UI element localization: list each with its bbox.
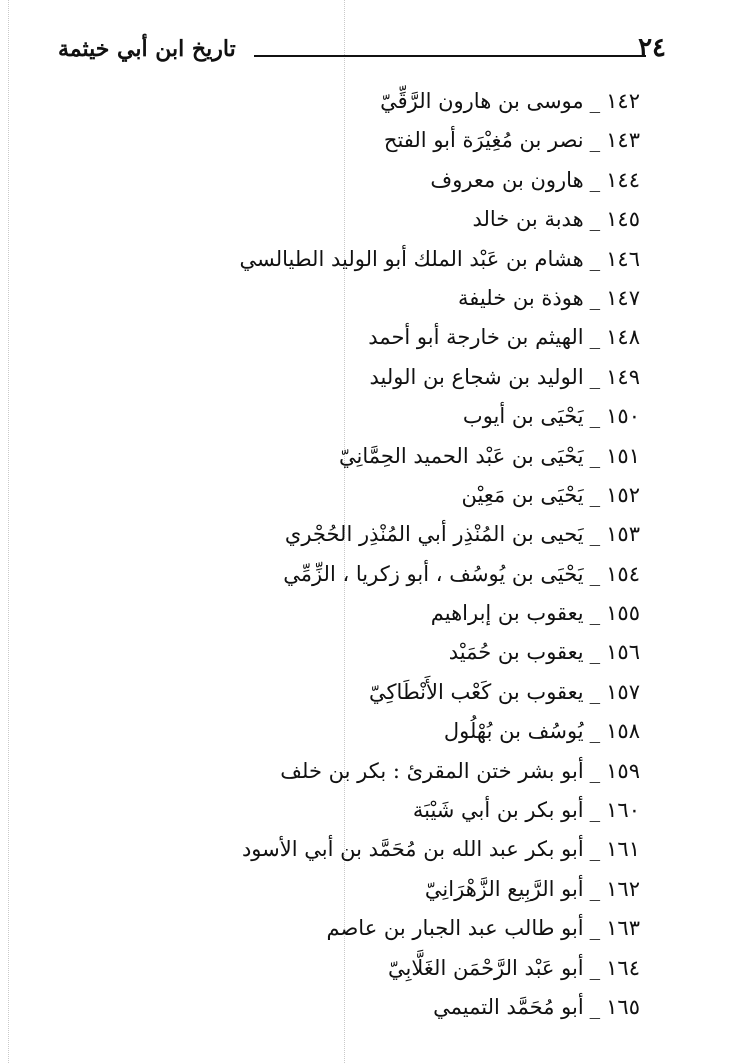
entry-name: يعقوب بن حُمَيْد — [448, 640, 584, 665]
entry-dash: _ — [589, 482, 601, 507]
entry-number: ١٥٤ — [606, 561, 640, 586]
entry-dash: _ — [589, 837, 601, 862]
entry-dash: _ — [589, 167, 601, 192]
entry-name: يعقوب بن كَعْب الأَنْطَاكِيّ — [369, 679, 584, 704]
entry-dash: _ — [589, 404, 601, 429]
entry-number: ١٤٥ — [606, 207, 640, 232]
entry-name: هوذة بن خليفة — [458, 285, 584, 310]
entry-dash: _ — [589, 522, 601, 547]
list-item — [80, 712, 640, 751]
entry-number: ١٦١ — [606, 837, 640, 862]
entry-dash: _ — [589, 916, 601, 941]
entry-name: يَحيى بن المُنْذِر أبي المُنْذِر الحُجْري — [284, 522, 584, 547]
entry-dash: _ — [589, 994, 601, 1019]
entry-number: ١٥٩ — [606, 758, 640, 783]
entry-dash: _ — [589, 246, 601, 271]
list-item — [80, 121, 640, 160]
entry-dash: _ — [589, 285, 601, 310]
list-item — [80, 988, 640, 1027]
entry-number: ١٤٧ — [606, 285, 640, 310]
entry-name: الوليد بن شجاع بن الوليد — [369, 364, 584, 389]
entry-name: أبو بكر عبد الله بن مُحَمَّد بن أبي الأسود — [241, 837, 584, 862]
entry-name: أبو بشر ختن المقرئ : بكر بن خلف — [280, 758, 584, 783]
entry-dash: _ — [589, 207, 601, 232]
entry-name: يُوسُف بن بُهْلُول — [443, 719, 584, 744]
entry-dash: _ — [589, 798, 601, 823]
list-item — [80, 633, 640, 672]
entry-name: أبو مُحَمَّد التميمي — [433, 994, 584, 1019]
header-rule — [254, 55, 646, 57]
entry-dash: _ — [589, 719, 601, 744]
entry-number: ١٥٦ — [606, 640, 640, 665]
entry-number: ١٦٤ — [606, 955, 640, 980]
entry-dash: _ — [589, 640, 601, 665]
entry-number: ١٤٨ — [606, 325, 640, 350]
entry-number: ١٤٣ — [606, 128, 640, 153]
entry-name: نصر بن مُغِيْرَة أبو الفتح — [383, 128, 584, 153]
entry-dash: _ — [589, 955, 601, 980]
entry-number: ١٤٢ — [606, 89, 640, 113]
entry-name: أبو بكر بن أبي شَيْبَة — [412, 798, 584, 823]
entry-dash: _ — [589, 89, 601, 113]
entry-dash: _ — [589, 443, 601, 468]
entry-number: ١٥٨ — [606, 719, 640, 744]
entry-number: ١٦٠ — [606, 798, 640, 823]
list-item — [80, 161, 640, 200]
entry-number: ١٦٥ — [606, 994, 640, 1019]
entry-name: يَحْيَى بن أيوب — [462, 404, 584, 429]
entry-name: هشام بن عَبْد الملك أبو الوليد الطيالسي — [239, 246, 584, 271]
list-item — [80, 594, 640, 633]
entry-dash: _ — [589, 128, 601, 153]
entry-name: أبو طالب عبد الجبار بن عاصم — [326, 916, 584, 941]
entry-name: الهيثم بن خارجة أبو أحمد — [368, 325, 584, 350]
list-item — [80, 555, 640, 594]
list-item — [80, 318, 640, 357]
list-item — [80, 437, 640, 476]
entry-name: موسى بن هارون الرَّقِّيّ — [380, 89, 584, 113]
entry-number: ١٦٢ — [606, 876, 640, 901]
entry-name: يَحْيَى بن مَعِيْن — [461, 482, 584, 507]
page-number: ٢٤ — [638, 33, 666, 63]
list-item — [80, 476, 640, 515]
entry-name: أبو الرَّبِيع الزَّهْرَانِيّ — [424, 876, 584, 901]
entry-number: ١٤٤ — [606, 167, 640, 192]
entry-dash: _ — [589, 601, 601, 626]
entry-name: هارون بن معروف — [430, 167, 584, 192]
entry-dash: _ — [589, 364, 601, 389]
entry-name: يَحْيَى بن عَبْد الحميد الحِمَّانِيّ — [339, 443, 584, 468]
entry-number: ١٥٣ — [606, 522, 640, 547]
list-item — [80, 870, 640, 909]
list-item — [80, 949, 640, 988]
page-header — [58, 30, 666, 70]
entry-dash: _ — [589, 758, 601, 783]
entry-dash: _ — [589, 561, 601, 586]
list-item — [80, 200, 640, 239]
list-item — [80, 279, 640, 318]
entry-number: ١٤٦ — [606, 246, 640, 271]
entry-number: ١٥٠ — [606, 404, 640, 429]
list-item — [80, 358, 640, 397]
list-item — [80, 397, 640, 436]
entry-name: يعقوب بن إبراهيم — [430, 601, 584, 626]
list-item — [80, 909, 640, 948]
entry-name: أبو عَبْد الرَّحْمَن الغَلَّابِيّ — [388, 955, 584, 980]
list-item — [80, 515, 640, 554]
list-item — [80, 240, 640, 279]
entry-number: ١٥١ — [606, 443, 640, 468]
entry-number: ١٥٢ — [606, 482, 640, 507]
entry-name: يَحْيَى بن يُوسُف ، أبو زكريا ، الزِّمِّي — [283, 561, 584, 586]
entry-number: ١٥٧ — [606, 679, 640, 704]
list-item — [80, 791, 640, 830]
entry-list — [80, 82, 640, 1027]
list-item — [80, 752, 640, 791]
list-item — [80, 82, 640, 121]
list-item — [80, 830, 640, 869]
running-title: تاريخ ابن أبي خيثمة — [58, 36, 236, 62]
entry-number: ١٤٩ — [606, 364, 640, 389]
entry-number: ١٥٥ — [606, 601, 640, 626]
entry-dash: _ — [589, 325, 601, 350]
entry-dash: _ — [589, 876, 601, 901]
entry-dash: _ — [589, 679, 601, 704]
scan-guide-line-left — [8, 0, 9, 1063]
entry-name: هدبة بن خالد — [472, 207, 584, 232]
entry-number: ١٦٣ — [606, 916, 640, 941]
list-item — [80, 673, 640, 712]
